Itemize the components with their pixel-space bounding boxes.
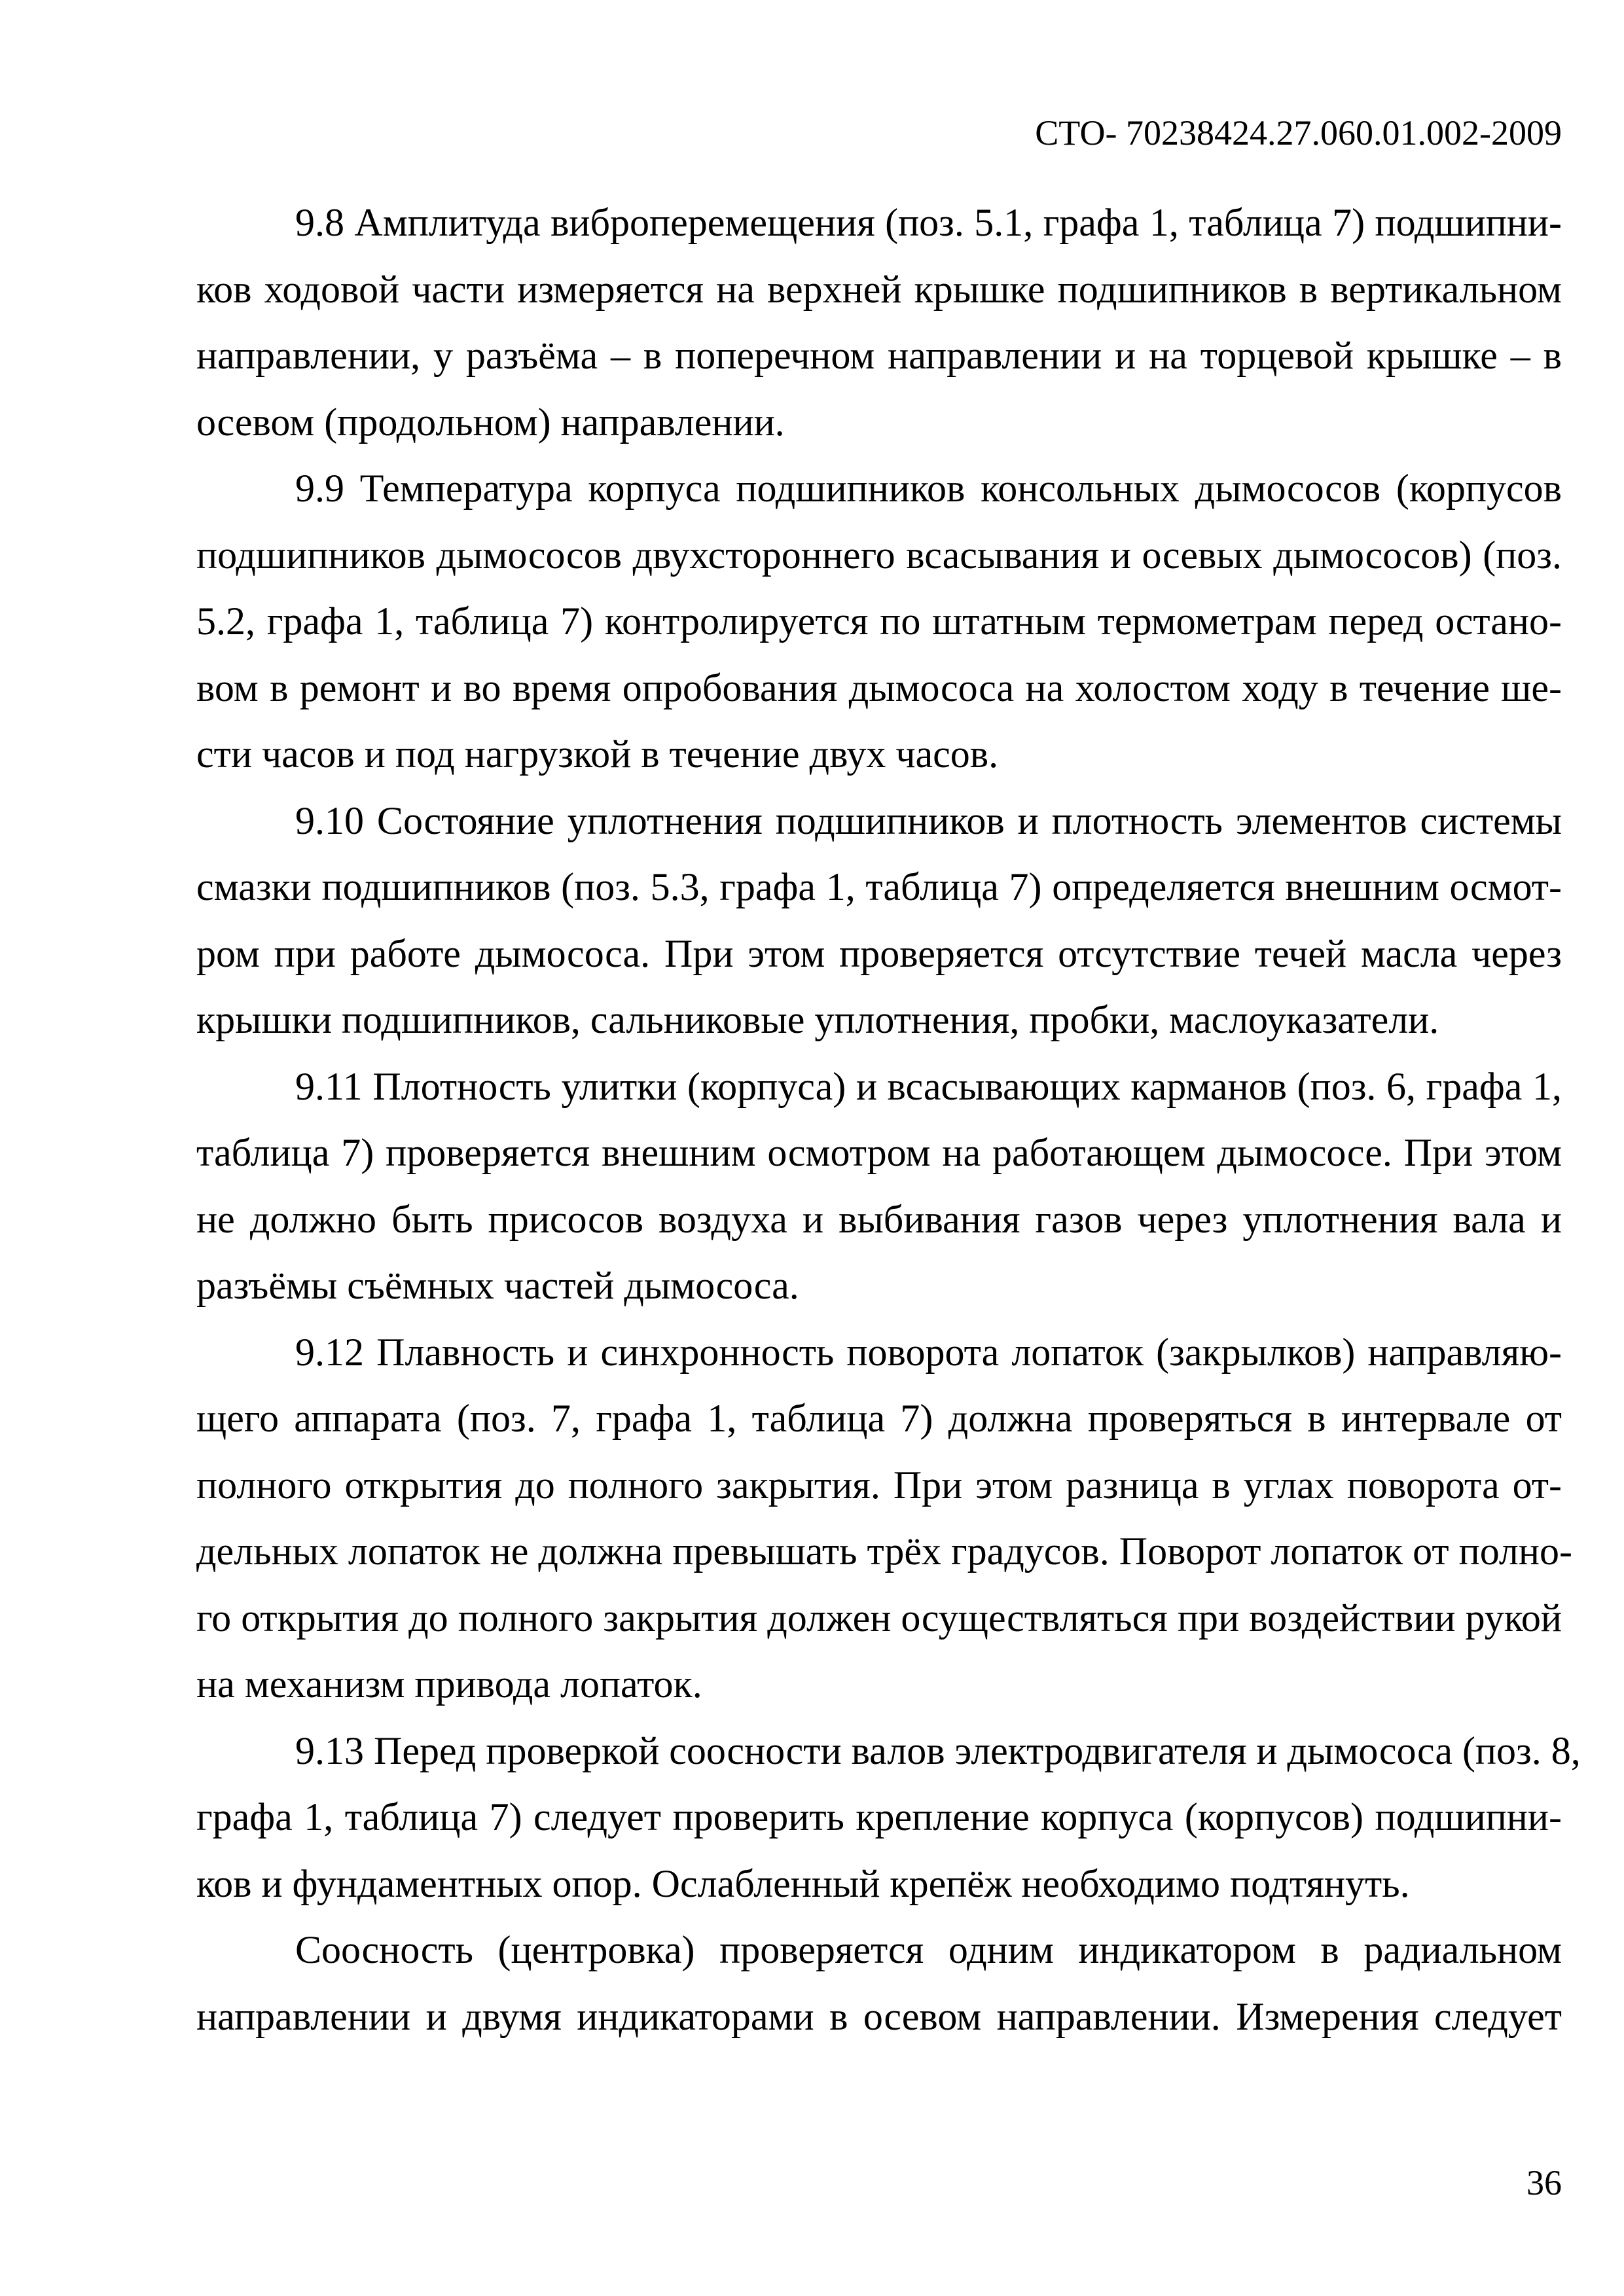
- text-line: графа 1, таблица 7) следует проверить крепление корпуса (корпусов) подшипни-: [196, 1795, 1562, 1839]
- text-line: осевом (продольном) направлении.: [196, 400, 785, 444]
- document-code-header: СТО- 70238424.27.060.01.002-2009: [1035, 113, 1562, 152]
- text-line: таблица 7) проверяется внешним осмотром на работающем дымососе. При этом: [196, 1131, 1562, 1174]
- text-line: 9.12 Плавность и синхронность поворота лопаток (закрылков) направляю-: [295, 1330, 1562, 1374]
- text-line: сти часов и под нагрузкой в течение двух часов.: [196, 732, 999, 776]
- document-body: [196, 190, 1581, 2050]
- paragraph: [196, 456, 1562, 788]
- text-line: 9.13 Перед проверкой соосности валов электродвигателя и дымососа (поз. 8,: [295, 1729, 1581, 1772]
- page-number: 36: [1526, 2163, 1562, 2202]
- text-line: ков и фундаментных опор. Ослабленный крепёж необходимо подтянуть.: [196, 1861, 1410, 1905]
- text-line: полного открытия до полного закрытия. При этом разница в углах поворота от-: [196, 1463, 1562, 1507]
- text-line: на механизм привода лопаток.: [196, 1662, 702, 1706]
- text-line: подшипников дымососов двухстороннего всасывания и осевых дымососов) (поз.: [196, 533, 1562, 577]
- text-line: смазки подшипников (поз. 5.3, графа 1, таблица 7) определяется внешним осмот-: [196, 865, 1562, 908]
- text-line: Соосность (центровка) проверяется одним индикатором в радиальном: [295, 1928, 1562, 1971]
- text-line: не должно быть присосов воздуха и выбивания газов через уплотнения вала и: [196, 1197, 1562, 1241]
- text-line: 5.2, графа 1, таблица 7) контролируется по штатным термометрам перед остано-: [196, 600, 1562, 643]
- text-line: ром при работе дымососа. При этом проверяется отсутствие течей масла через: [196, 931, 1562, 975]
- text-line: 9.11 Плотность улитки (корпуса) и всасывающих карманов (поз. 6, графа 1,: [295, 1064, 1562, 1108]
- text-line: 9.10 Состояние уплотнения подшипников и плотность элементов системы: [295, 798, 1562, 842]
- paragraph: [196, 190, 1562, 456]
- paragraph: [196, 1718, 1581, 1918]
- text-line: 9.9 Температура корпуса подшипников консольных дымососов (корпусов: [295, 467, 1562, 510]
- paragraph: [196, 1319, 1572, 1718]
- text-line: го открытия до полного закрытия должен осуществляться при воздействии рукой: [196, 1596, 1562, 1640]
- text-line: ков ходовой части измеряется на верхней крышке подшипников в вертикальном: [196, 267, 1562, 311]
- paragraph: [196, 1917, 1562, 2050]
- text-line: разъёмы съёмных частей дымососа.: [196, 1264, 799, 1307]
- paragraph: [196, 1054, 1562, 1319]
- text-line: направлении и двумя индикаторами в осевом направлении. Измерения следует: [196, 1994, 1562, 2038]
- text-line: дельных лопаток не должна превышать трёх градусов. Поворот лопаток от полно-: [196, 1530, 1572, 1573]
- text-line: вом в ремонт и во время опробования дымососа на холостом ходу в течение ше-: [196, 666, 1562, 709]
- text-line: 9.8 Амплитуда виброперемещения (поз. 5.1, графа 1, таблица 7) подшипни-: [295, 201, 1562, 244]
- paragraph: [196, 788, 1562, 1054]
- text-line: щего аппарата (поз. 7, графа 1, таблица 7) должна проверяться в интервале от: [196, 1397, 1562, 1440]
- text-line: крышки подшипников, сальниковые уплотнения, пробки, маслоуказатели.: [196, 998, 1439, 1041]
- text-line: направлении, у разъёма – в поперечном направлении и на торцевой крышке – в: [196, 334, 1562, 377]
